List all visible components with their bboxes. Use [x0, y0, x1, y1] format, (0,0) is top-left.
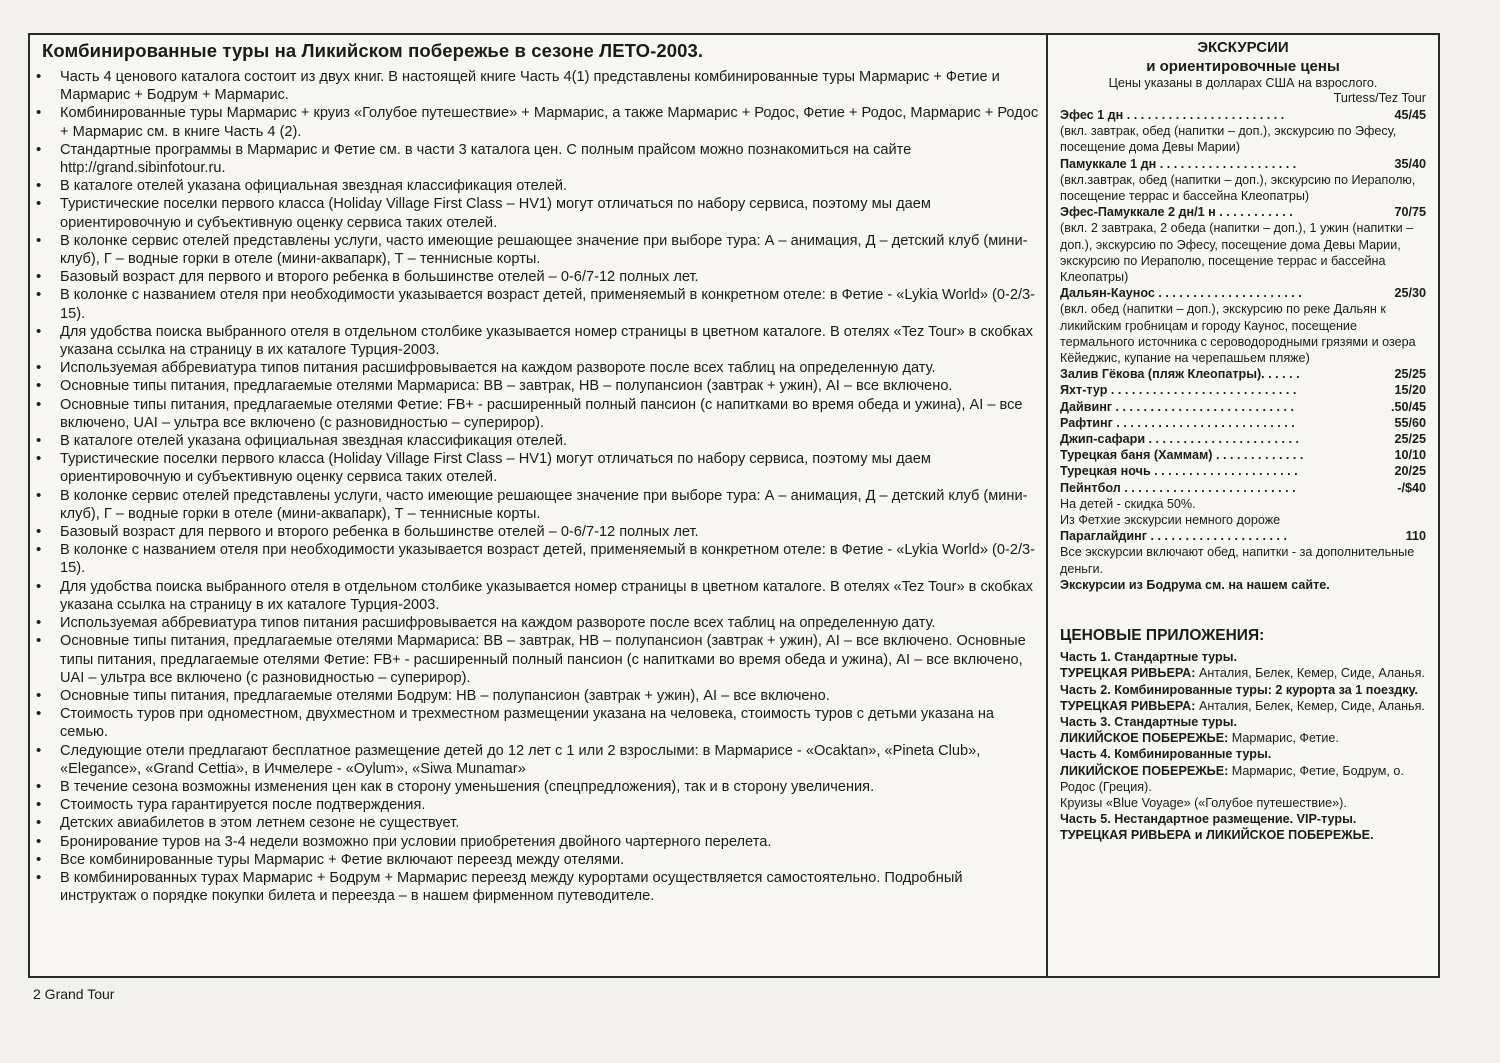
excursion-price: 15/20 [1394, 383, 1426, 398]
appendix-line [1060, 746, 1426, 762]
excursions-column [1048, 35, 1438, 976]
list-item: • Стоимость тура гарантируется после подтверждения. [36, 796, 1040, 814]
list-item: • Стандартные программы в Мармарис и Фетие см. в части 3 каталога цен. С полным прайсом можно познакомиться на сайте http://grand.sibinfotour.ru. [36, 141, 1040, 177]
excursion-item [1060, 382, 1426, 398]
main-column [30, 35, 1048, 976]
list-item: • Основные типы питания, предлагаемые отелями Мармариса: ВВ – завтрак, НВ – полупансион (завтрак + ужин), AI – все включено. [36, 377, 1040, 395]
excursion-item [1060, 204, 1426, 285]
list-item: • Основные типы питания, предлагаемые отелями Фетие: FB+ - расширенный полный пансион (с напитками во время обеда и ужина), AI – все включено, UAI – ультра все включено (с разновидностью – суперироp). [36, 396, 1040, 432]
appendix-line-bold: Часть 5. Нестандартное размещение. VIP-туры. [1060, 812, 1357, 827]
appendix-line [1060, 698, 1426, 714]
excursion-item [1060, 431, 1426, 447]
excursion-item [1060, 463, 1426, 479]
excursion-item [1060, 107, 1426, 156]
list-item: • Для удобства поиска выбранного отеля в отдельном столбике указывается номер страницы в цветном каталоге. В отелях «Tez Tour» в скобках указана ссылка на страницу в их каталоге Турция-2003. [36, 323, 1040, 359]
list-item: • Основные типы питания, предлагаемые отелями Мармариса: ВВ – завтрак, НВ – полупансион (завтрак + ужин), AI – все включено. Основные типы питания, предлагаемые отелями Фетие: FB+ - расширенный полный пансион (с напитками во время обеда и ужина), AI – все включено, UAI – ультра все включено (с разновидностью – суперироp). [36, 632, 1040, 687]
list-item: • В течение сезона возможны изменения цен как в сторону уменьшения (спецпредложения), так и в сторону увеличения. [36, 778, 1040, 796]
list-item: • Комбинированные туры Мармарис + круиз «Голубое путешествие» + Мармарис, а также Мармарис + Родос, Фетие + Родос, Мармарис + Родос + Мармарис см. в книге Часть 4 (2). [36, 104, 1040, 140]
list-item: • Бронирование туров на 3-4 недели возможно при условии приобретения двойного чартерного перелета. [36, 833, 1040, 851]
appendix-line-text: Анталия, Белек, Кемер, Сиде, Аланья. [1195, 666, 1425, 681]
appendix-line [1060, 714, 1426, 730]
excursion-name: Эфес 1 дн . . . . . . . . . . . . . . . . . . . . . . . [1060, 108, 1285, 122]
excursion-description: (вкл.завтрак, обед (напитки – доп.), экскурсию по Иераполю, посещение террас и бассейна Клеопатры) [1060, 172, 1416, 204]
list-item: • Стоимость туров при одноместном, двухместном и трехместном размещении указана на человека, стоимость туров с детьми указана на семью. [36, 705, 1040, 741]
excursion-price: 25/25 [1394, 432, 1426, 447]
appendix-title: ЦЕНОВЫЕ ПРИЛОЖЕНИЯ: [1060, 627, 1265, 645]
excursion-price: .50/45 [1390, 399, 1426, 414]
excursion-name: Рафтинг . . . . . . . . . . . . . . . . . . . . . . . . . . [1060, 415, 1295, 430]
fethiye-note: Из Фетхие экскурсии немного дороже [1060, 513, 1281, 528]
bodrum-note: Экскурсии из Бодрума см. на нашем сайте. [1060, 577, 1330, 592]
appendix-line-bold: ТУРЕЦКАЯ РИВЬЕРА и ЛИКИЙСКОЕ ПОБЕРЕЖЬЕ. [1060, 828, 1374, 843]
appendix-line-text: Круизы «Blue Voyage» («Голубое путешествие»). [1060, 795, 1347, 810]
excursion-name: Дальян-Каунос . . . . . . . . . . . . . . . . . . . . . [1060, 286, 1302, 301]
excursion-price: 20/25 [1394, 464, 1426, 479]
appendix-line-bold: Часть 2. Комбинированные туры: 2 курорта за 1 поездку. [1060, 682, 1418, 697]
excursion-name: Пейнтбол . . . . . . . . . . . . . . . . . . . . . . . . . [1060, 480, 1296, 495]
operators-note: Turtess/Tez Tour [1333, 91, 1426, 105]
list-item: • В комбинированных турах Мармарис + Бодрум + Мармарис переезд между курортами осуществляется самостоятельно. Подробный инструктаж о порядке покупки билета и переезда – в нашем фирменном путеводителе. [36, 869, 1040, 905]
appendix-line [1060, 763, 1426, 795]
excursion-price: -/$40 [1397, 480, 1426, 495]
excursion-name: Яхт-тур . . . . . . . . . . . . . . . . . . . . . . . . . . . [1060, 383, 1297, 398]
list-item: • Базовый возраст для первого и второго ребенка в большинстве отелей – 0-6/7-12 полных лет. [36, 268, 1040, 286]
list-item: • Основные типы питания, предлагаемые отелями Бодрум: НВ – полупансион (завтрак + ужин), AI – все включено. [36, 687, 1040, 705]
excursion-description: (вкл. обед (напитки – доп.), экскурсию по реке Дальян к ликийским гробницам и городу Каунос, посещение термального источника с сероводородными грязями и озера Кёйеджис, купание на черепашьем пляже) [1060, 302, 1416, 366]
excursion-price: 25/25 [1394, 367, 1426, 382]
appendix-line [1060, 795, 1426, 811]
excursion-description: (вкл. завтрак, обед (напитки – доп.), экскурсию по Эфесу, посещение дома Девы Марии) [1060, 124, 1397, 155]
excursion-name: Параглайдинг . . . . . . . . . . . . . . . . . . . . [1060, 529, 1287, 544]
appendix-line-bold: Часть 1. Стандартные туры. [1060, 650, 1237, 665]
list-item: • Туристические поселки первого класса (Holiday Village First Class – HV1) могут отличаться по набору сервиса, поэтому мы даем ориентировочную и субъективную оценку сервиса таких отелей. [36, 195, 1040, 231]
appendix-line-bold: ТУРЕЦКАЯ РИВЬЕРА: [1060, 698, 1196, 713]
excursion-item [1060, 447, 1426, 463]
list-item: • Часть 4 ценового каталога состоит из двух книг. В настоящей книге Часть 4(1) представлены комбинированные туры Мармарис + Фетие и Мармарис + Бодрум + Мармарис. [36, 68, 1040, 104]
excursion-name: Дайвинг . . . . . . . . . . . . . . . . . . . . . . . . . . [1060, 399, 1294, 414]
excursion-price: 110 [1405, 529, 1426, 544]
appendix-line-text: Мармарис, Фетие, Бодрум, о. Родос (Греция). [1060, 763, 1404, 794]
excursion-item [1060, 285, 1426, 366]
appendix-line [1060, 811, 1426, 827]
excursion-name: Эфес-Памуккале 2 дн/1 н . . . . . . . . . . . [1060, 205, 1293, 220]
appendix-line-bold: Часть 4. Комбинированные туры. [1060, 747, 1272, 762]
page-footer: 2 Grand Tour [33, 986, 115, 1002]
appendix-line-bold: ТУРЕЦКАЯ РИВЬЕРА: [1060, 666, 1196, 681]
list-item: • Все комбинированные туры Мармарис + Фетие включают переезд между отелями. [36, 851, 1040, 869]
list-item: • В колонке с названием отеля при необходимости указывается возраст детей, применяемый в конкретном отеле: в Фетие - «Lykia World» (0-2/3-15). [36, 541, 1040, 577]
excursion-price: 35/40 [1394, 156, 1426, 171]
excursion-price: 25/30 [1394, 286, 1426, 301]
excursion-price: 10/10 [1394, 448, 1426, 463]
includes-note: Все экскурсии включают обед, напитки - за дополнительные деньги. [1060, 545, 1415, 576]
kids-discount: На детей - скидка 50%. [1060, 496, 1196, 511]
excursion-item [1060, 415, 1426, 431]
list-item: • Следующие отели предлагают бесплатное размещение детей до 12 лет с 1 или 2 взрослыми: в Мармарисе - «Ocaktan», «Pineta Club», «Elegance», «Grand Cettia», в Ичмелере - «Oylum», «Siwa Munamar» [36, 742, 1040, 778]
excursion-price: 45/45 [1394, 108, 1426, 122]
excursion-item [1060, 156, 1426, 205]
excursion-item [1060, 366, 1426, 382]
appendix-line [1060, 649, 1426, 665]
appendix-line-bold: ЛИКИЙСКОЕ ПОБЕРЕЖЬЕ: [1060, 763, 1229, 778]
price-note: Цены указаны в долларах США на взрослого. [1108, 76, 1378, 90]
list-item: • Для удобства поиска выбранного отеля в отдельном столбике указывается номер страницы в цветном каталоге. В отелях «Tez Tour» в скобках указана ссылка на страницу в их каталоге Турция-2003. [36, 578, 1040, 614]
excursion-item [1060, 399, 1426, 415]
excursion-name: Турецкая ночь . . . . . . . . . . . . . . . . . . . . . [1060, 464, 1298, 479]
excursion-name: Памуккале 1 дн . . . . . . . . . . . . . . . . . . . . [1060, 156, 1297, 171]
list-item: • Используемая аббревиатура типов питания расшифровывается на каждом развороте после всех таблиц на определенную дату. [36, 614, 1040, 632]
list-item: • Используемая аббревиатура типов питания расшифровывается на каждом развороте после всех таблиц на определенную дату. [36, 359, 1040, 377]
excursion-description: (вкл. 2 завтрака, 2 обеда (напитки – доп.), 1 ужин (напитки – доп.), экскурсию по Эфесу, посещение дома Девы Марии, экскурсию по Иераполю, посещение террас и бассейна Клеопатры) [1060, 221, 1414, 285]
excursions-heading: ЭКСКУРСИИ [1197, 39, 1289, 56]
info-list [36, 68, 1040, 905]
list-item: • Базовый возраст для первого и второго ребенка в большинстве отелей – 0-6/7-12 полных лет. [36, 523, 1040, 541]
excursion-paragliding [1060, 528, 1426, 544]
appendix-line [1060, 682, 1426, 698]
page-frame [28, 33, 1440, 978]
appendix-line-text: Анталия, Белек, Кемер, Сиде, Аланья. [1195, 698, 1425, 713]
excursion-name: Турецкая баня (Хаммам) . . . . . . . . . . . . . [1060, 448, 1304, 463]
list-item: • В каталоге отелей указана официальная звездная классификация отелей. [36, 177, 1040, 195]
appendix-line [1060, 665, 1426, 681]
page-title: Комбинированные туры на Ликийском побережье в сезоне ЛЕТО-2003. [42, 40, 704, 61]
appendix-list [1060, 649, 1426, 843]
appendix-line [1060, 827, 1426, 843]
excursion-item [1060, 480, 1426, 496]
appendix-line-bold: Часть 3. Стандартные туры. [1060, 714, 1237, 729]
excursion-name: Залив Гёкова (пляж Клеопатры). . . . . . [1060, 367, 1300, 382]
list-item: • В колонке с названием отеля при необходимости указывается возраст детей, применяемый в конкретном отеле: в Фетие - «Lykia World» (0-2/3-15). [36, 286, 1040, 322]
appendix-line-text: Мармарис, Фетие. [1228, 731, 1339, 746]
list-item: • Детских авиабилетов в этом летнем сезоне не существует. [36, 814, 1040, 832]
excursion-price: 55/60 [1394, 415, 1426, 430]
list-item: • В колонке сервис отелей представлены услуги, часто имеющие решающее значение при выборе тура: А – анимация, Д – детский клуб (мини-клуб), Г – водные горки в отеле (мини-аквапарк), Т – теннисные корты. [36, 487, 1040, 523]
appendix-line-bold: ЛИКИЙСКОЕ ПОБЕРЕЖЬЕ: [1060, 731, 1229, 746]
list-item: • В колонке сервис отелей представлены услуги, часто имеющие решающее значение при выборе тура: А – анимация, Д – детский клуб (мини-клуб), Г – водные горки в отеле (мини-аквапарк), Т – теннисные корты. [36, 232, 1040, 268]
list-item: • В каталоге отелей указана официальная звездная классификация отелей. [36, 432, 1040, 450]
excursions-subheading: и ориентировочные цены [1146, 58, 1340, 75]
excursion-price: 70/75 [1394, 205, 1426, 220]
excursion-name: Джип-сафари . . . . . . . . . . . . . . . . . . . . . . [1060, 432, 1300, 447]
appendix-line [1060, 730, 1426, 746]
list-item: • Туристические поселки первого класса (Holiday Village First Class – HV1) могут отличаться по набору сервиса, поэтому мы даем ориентировочную и субъективную оценку сервиса таких отелей. [36, 450, 1040, 486]
excursion-list [1060, 107, 1426, 496]
